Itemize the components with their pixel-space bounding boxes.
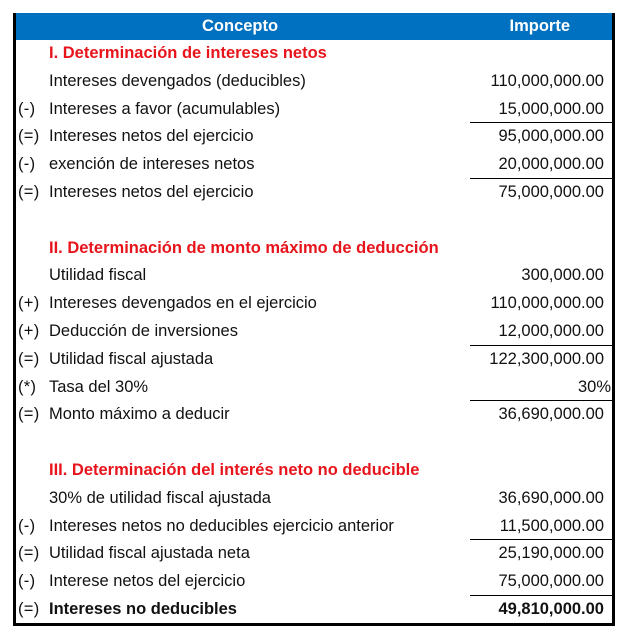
table-row: [16, 123, 612, 151]
row-amount: 25,190,000.00: [498, 544, 604, 563]
table-row: [16, 151, 612, 179]
calculation-table: [13, 13, 615, 626]
table-body: [16, 40, 612, 624]
blank-row: [16, 429, 612, 457]
row-concept: Utilidad fiscal: [49, 266, 147, 285]
row-operator: (=): [18, 349, 40, 368]
row-concept: Tasa del 30%: [49, 377, 149, 396]
section-title: II. Determinación de monto máximo de deducción: [49, 238, 439, 257]
blank-row: [16, 207, 612, 235]
row-concept: 30% de utilidad fiscal ajustada: [49, 488, 271, 507]
row-operator: (-): [18, 516, 36, 535]
row-amount: 300,000.00: [521, 266, 604, 285]
row-concept: Intereses devengados (deducibles): [49, 71, 306, 90]
row-operator: (=): [18, 599, 40, 618]
row-amount: 11,500,000.00: [499, 516, 604, 535]
row-amount: 75,000,000.00: [498, 182, 604, 201]
table-row: [16, 513, 612, 541]
row-amount: 36,690,000.00: [498, 488, 604, 507]
table-row: [16, 568, 612, 596]
row-amount: 30%: [577, 377, 611, 396]
row-amount: 122,300,000.00: [489, 349, 604, 368]
row-concept: Monto máximo a deducir: [49, 405, 230, 424]
table-header: [16, 13, 612, 40]
table-row: [16, 68, 612, 96]
row-concept: Deducción de inversiones: [49, 321, 238, 340]
table-row: [16, 96, 612, 124]
row-concept: Intereses a favor (acumulables): [49, 99, 281, 118]
header-importe: Importe: [509, 17, 570, 35]
row-concept: Intereses devengados en el ejercicio: [49, 294, 317, 313]
table-row: [16, 290, 612, 318]
row-amount: 12,000,000.00: [498, 321, 604, 340]
section-title: I. Determinación de intereses netos: [49, 44, 327, 62]
row-operator: (=): [18, 182, 40, 201]
section-title-row: [16, 457, 612, 485]
row-amount: 20,000,000.00: [498, 155, 604, 174]
row-concept: Utilidad fiscal ajustada: [49, 349, 214, 368]
row-amount: 36,690,000.00: [498, 405, 604, 424]
row-concept: Intereses netos del ejercicio: [49, 127, 254, 146]
header-concepto: Concepto: [202, 17, 279, 35]
row-amount: 75,000,000.00: [498, 572, 604, 591]
row-concept: Intereses netos no deducibles ejercicio anterior: [49, 516, 394, 535]
row-amount: 110,000,000.00: [490, 71, 604, 90]
row-concept: Intereses netos del ejercicio: [49, 182, 254, 201]
row-concept: Utilidad fiscal ajustada neta: [49, 544, 250, 563]
row-operator: (-): [18, 155, 36, 174]
row-amount: 15,000,000.00: [498, 99, 604, 118]
section-title-row: [16, 40, 612, 68]
table-row: [16, 262, 612, 290]
row-concept: Interese netos del ejercicio: [49, 572, 246, 591]
row-operator: (-): [18, 99, 36, 118]
table-row: [16, 346, 612, 374]
table-row: [16, 318, 612, 346]
row-amount: 110,000,000.00: [490, 294, 604, 313]
total-row: [16, 596, 612, 624]
row-operator: (+): [18, 294, 40, 313]
section-title: III. Determinación del interés neto no deducible: [49, 460, 420, 479]
row-operator: (-): [18, 572, 36, 591]
row-operator: (=): [18, 405, 40, 424]
table-row: [16, 374, 612, 402]
table-row: [16, 540, 612, 568]
row-amount: 95,000,000.00: [498, 127, 604, 146]
section-title-row: [16, 235, 612, 263]
table-row: [16, 401, 612, 429]
table-row: [16, 485, 612, 513]
row-operator: (+): [18, 321, 40, 340]
row-operator: (=): [18, 127, 40, 146]
row-concept: Intereses no deducibles: [49, 599, 237, 618]
table-row: [16, 179, 612, 207]
row-concept: exención de intereses netos: [49, 155, 255, 174]
row-operator: (=): [18, 544, 40, 563]
row-operator: (*): [18, 377, 37, 396]
row-amount: 49,810,000.00: [498, 599, 604, 618]
